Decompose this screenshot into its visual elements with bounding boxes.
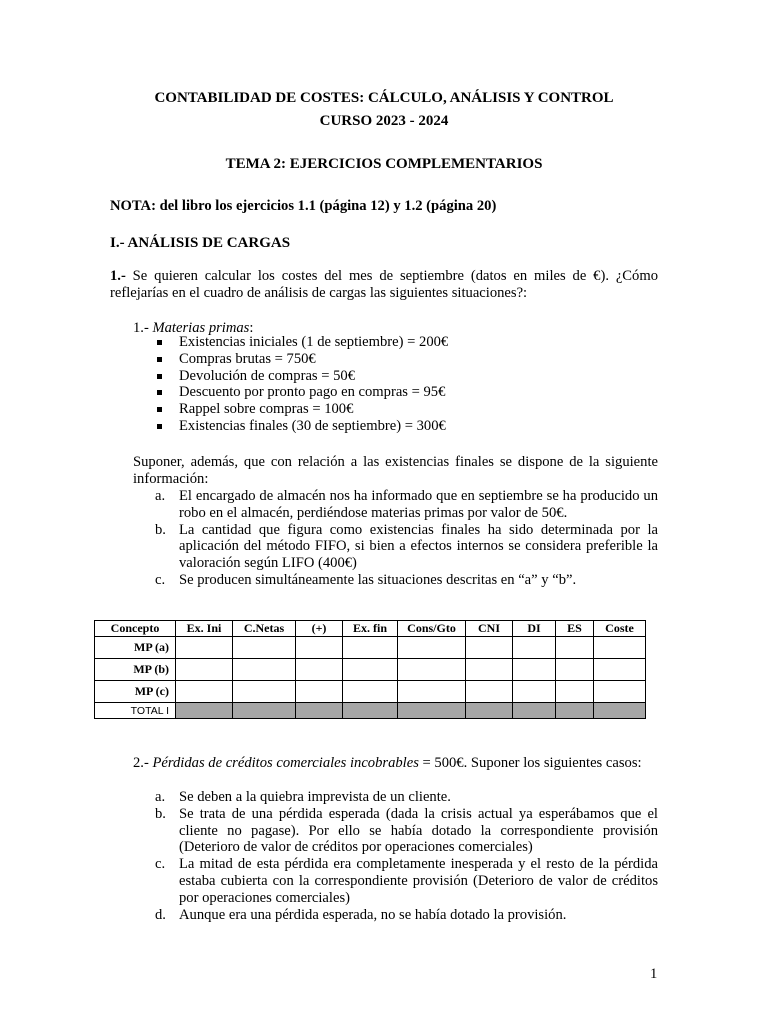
table-cell: [343, 659, 398, 681]
table-row: [95, 681, 646, 703]
table-header-row: [95, 621, 646, 637]
bullet-square-icon: [157, 424, 162, 429]
list-item: [155, 418, 448, 435]
table-cell: [296, 659, 343, 681]
section-heading: I.- ANÁLISIS DE CARGAS: [110, 235, 291, 251]
total-row: [95, 703, 646, 719]
table-cell: [233, 681, 296, 703]
row-label: MP (a): [95, 637, 176, 659]
table-cell: [594, 659, 646, 681]
total-cell: [398, 703, 466, 719]
table-cell: [398, 659, 466, 681]
item-2-title: Pérdidas de créditos comerciales incobrables: [152, 755, 419, 771]
raw-materials-title: Materias primas: [152, 320, 250, 336]
col-header-di: DI: [513, 621, 556, 637]
list-item-text: Aunque era una pérdida esperada, no se había dotado la provisión.: [179, 906, 567, 923]
suppose-paragraph: Suponer, además, que con relación a las existencias finales se dispone de la siguiente información:: [133, 454, 658, 487]
list-marker: c.: [155, 856, 166, 873]
table-cell: [176, 637, 233, 659]
list-marker: b.: [155, 805, 166, 822]
list-item-text: Devolución de compras = 50€: [179, 367, 356, 384]
exercise-1-number: 1.-: [110, 268, 126, 284]
list-item-text: Se producen simultáneamente las situaciones descritas en “a” y “b”.: [179, 571, 577, 588]
table-cell: [296, 681, 343, 703]
table-cell: [398, 681, 466, 703]
table-cell: [594, 637, 646, 659]
table-cell: [513, 681, 556, 703]
col-header-coste: Coste: [594, 621, 646, 637]
list-item-text: Compras brutas = 750€: [179, 350, 316, 367]
topic-subtitle: TEMA 2: EJERCICIOS COMPLEMENTARIOS: [225, 156, 543, 172]
total-cell: [466, 703, 513, 719]
raw-materials-colon: :: [249, 320, 254, 336]
table-cell: [513, 659, 556, 681]
list-marker: a.: [155, 488, 166, 504]
list-item: [155, 907, 658, 924]
course-year: CURSO 2023 - 2024: [319, 113, 449, 129]
list-item-text: Existencias iniciales (1 de septiembre) = 200€: [179, 334, 449, 350]
list-item-text: Se deben a la quiebra imprevista de un cliente.: [179, 789, 451, 805]
total-cell: [513, 703, 556, 719]
total-cell: [233, 703, 296, 719]
col-header-cons-gto: Cons/Gto: [398, 621, 466, 637]
list-item-text: Se trata de una pérdida esperada (dada la crisis actual ya esperábamos que el cliente no pagase). Por ello se había dotado la correspondiente provisión (Deterioro de valor de créditos por operaciones comerciales): [179, 805, 658, 856]
item-2-text: = 500€. Suponer los siguientes casos:: [418, 755, 642, 771]
list-marker: b.: [155, 521, 166, 538]
item-2-number: 2.-: [133, 755, 153, 771]
col-header-plus: (+): [296, 621, 343, 637]
bullet-square-icon: [157, 390, 162, 395]
situations-list: [155, 488, 658, 589]
list-item: [155, 806, 658, 856]
col-header-cni: CNI: [466, 621, 513, 637]
table-row: [95, 637, 646, 659]
col-header-ex-ini: Ex. Ini: [176, 621, 233, 637]
table-cell: [594, 681, 646, 703]
bullet-square-icon: [157, 374, 162, 379]
table-cell: [556, 681, 594, 703]
raw-materials-number: 1.-: [133, 320, 153, 336]
list-item-text: La cantidad que figura como existencias finales ha sido determinada por la aplicación del método FIFO, si bien a efectos internos se considera preferible la valoración según LIFO (400€): [179, 521, 658, 572]
table-cell: [343, 637, 398, 659]
table-cell: [233, 637, 296, 659]
exercise-1-intro: [110, 268, 658, 302]
raw-materials-list: [155, 334, 448, 435]
list-item: [155, 488, 658, 522]
cost-analysis-table: [94, 620, 646, 719]
table-cell: [343, 681, 398, 703]
table-cell: [513, 637, 556, 659]
table-cell: [556, 659, 594, 681]
table-cell: [398, 637, 466, 659]
list-item-text: El encargado de almacén nos ha informado que en septiembre se ha producido un robo en el almacén, perdiéndose materias primas por valor de 50€.: [179, 488, 658, 521]
list-item: [155, 401, 448, 418]
total-cell: [556, 703, 594, 719]
total-cell: [594, 703, 646, 719]
exercise-1-text: Se quieren calcular los costes del mes de septiembre (datos en miles de €). ¿Cómo reflejarías en el cuadro de análisis de cargas las siguientes situaciones?:: [110, 268, 658, 301]
list-item: [155, 351, 448, 368]
table-cell: [556, 637, 594, 659]
col-header-concepto: Concepto: [95, 621, 176, 637]
bullet-square-icon: [157, 407, 162, 412]
total-cell: [296, 703, 343, 719]
list-item: [155, 522, 658, 572]
bullet-square-icon: [157, 357, 162, 362]
list-item-text: Existencias finales (30 de septiembre) = 300€: [179, 417, 446, 434]
table-cell: [466, 659, 513, 681]
table-cell: [466, 681, 513, 703]
list-item-text: La mitad de esta pérdida era completamente inesperada y el resto de la pérdida estaba cubierta con la correspondiente provisión (Deterioro de valor de créditos por operaciones comerciales): [179, 856, 658, 906]
list-marker: d.: [155, 906, 166, 923]
table-cell: [466, 637, 513, 659]
bad-debt-cases-list: [155, 789, 658, 923]
item-2-paragraph: [133, 755, 658, 772]
bullet-square-icon: [157, 340, 162, 345]
table-cell: [176, 659, 233, 681]
table-cell: [296, 637, 343, 659]
row-label: MP (b): [95, 659, 176, 681]
list-marker: c.: [155, 571, 166, 588]
document-title: CONTABILIDAD DE COSTES: CÁLCULO, ANÁLISIS Y CONTROL: [154, 90, 614, 106]
table-row: [95, 659, 646, 681]
col-header-ex-fin: Ex. fin: [343, 621, 398, 637]
row-label: MP (c): [95, 681, 176, 703]
list-marker: a.: [155, 789, 166, 805]
table-cell: [233, 659, 296, 681]
total-cell: [176, 703, 233, 719]
list-item: [155, 334, 448, 351]
list-item-text: Descuento por pronto pago en compras = 95€: [179, 384, 446, 401]
total-label: TOTAL I: [95, 703, 176, 719]
note-line: NOTA: del libro los ejercicios 1.1 (página 12) y 1.2 (página 20): [110, 198, 497, 214]
total-cell: [343, 703, 398, 719]
list-item-text: Rappel sobre compras = 100€: [179, 401, 354, 418]
list-item: [155, 856, 658, 906]
col-header-es: ES: [556, 621, 594, 637]
col-header-c-netas: C.Netas: [233, 621, 296, 637]
table-cell: [176, 681, 233, 703]
list-item: [155, 789, 658, 806]
page-number: 1: [650, 966, 658, 982]
list-item: [155, 368, 448, 385]
list-item: [155, 572, 658, 589]
list-item: [155, 384, 448, 401]
